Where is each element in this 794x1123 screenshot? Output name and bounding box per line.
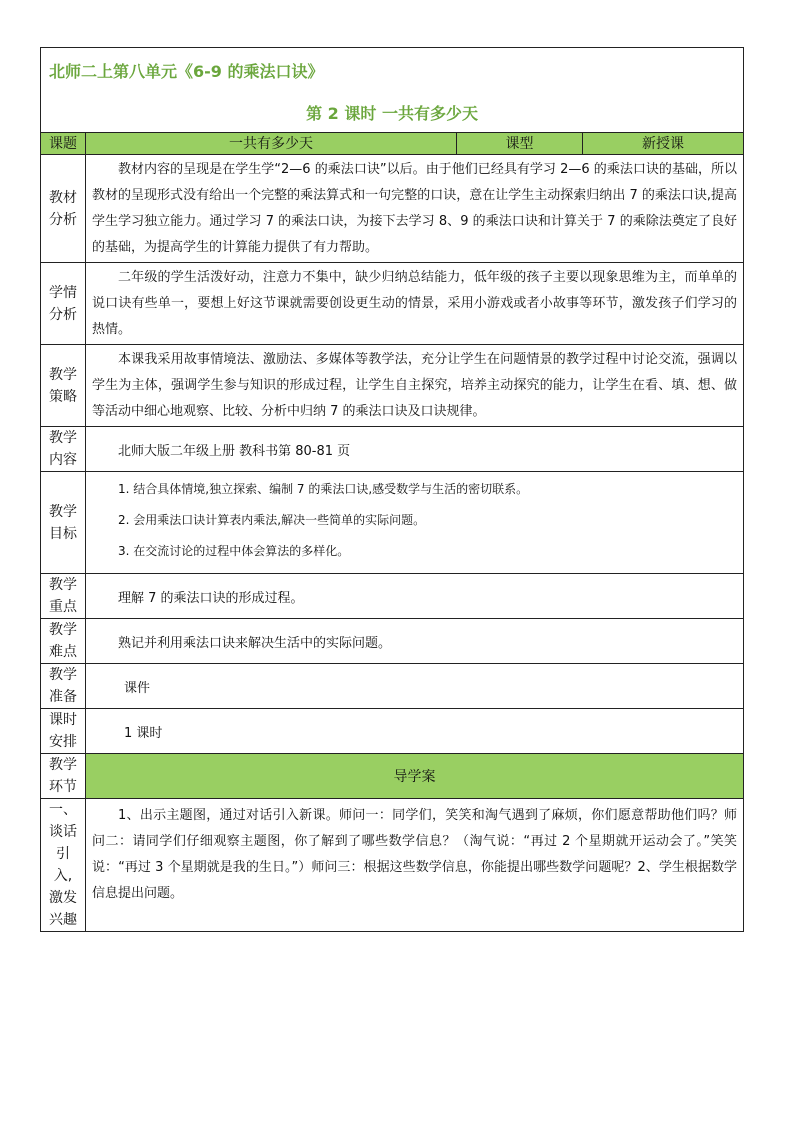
content-text: 北师大版二年级上册 教科书第 80-81 页: [86, 427, 744, 472]
strategy-text: 本课我采用故事情境法、激励法、多媒体等教学法，充分让学生在问题情景的教学过程中讨论交流，强调以学生为主体，强调学生参与知识的形成过程，让学生自主探究，培养主动探究的能力，让学生在看、填、想、做等活动中细心地观察、比较、分析中归纳 7 的乘法口诀及口诀规律。: [86, 345, 744, 427]
goal-item: 2. 会用乘法口诀计算表内乘法,解决一些简单的实际问题。: [118, 513, 426, 527]
preparation-label-text: 教学准备: [49, 667, 77, 705]
schedule-row: [41, 709, 744, 754]
material-label: [41, 155, 86, 263]
goal-item: 3. 在交流讨论的过程中体会算法的多样化。: [118, 544, 350, 558]
students-label: [41, 263, 86, 345]
students-label-text: 学情分析: [49, 284, 77, 323]
intro-row: [41, 799, 744, 932]
material-row: [41, 155, 744, 263]
lesson-title: 第 2 课时 一共有多少天: [306, 104, 478, 123]
content-label-text: 教学内容: [49, 430, 77, 468]
preparation-row: [41, 664, 744, 709]
lesson-plan-table: [40, 47, 744, 932]
goals-list: [86, 472, 744, 574]
unit-title: 北师二上第八单元《6-9 的乘法口诀》: [49, 62, 324, 81]
goal-item: 1. 结合具体情境,独立探索、编制 7 的乘法口诀,感受数学与生活的密切联系。: [118, 482, 529, 496]
strategy-row: [41, 345, 744, 427]
key-point-label: [41, 574, 86, 619]
title-cell: [41, 48, 744, 133]
lesson-plan-document: [40, 47, 743, 932]
strategy-label: [41, 345, 86, 427]
topic-header-row: [41, 133, 744, 155]
topic-label: 课题: [41, 133, 86, 155]
type-label: 课型: [457, 133, 583, 155]
topic-value: 一共有多少天: [86, 133, 457, 155]
schedule-label-text: 课时安排: [49, 712, 77, 750]
schedule-label: [41, 709, 86, 754]
title-row: [41, 48, 744, 133]
content-row: [41, 427, 744, 472]
key-point-text: 理解 7 的乘法口诀的形成过程。: [86, 574, 744, 619]
preparation-text: 课件: [86, 664, 744, 709]
difficulty-label: [41, 619, 86, 664]
intro-label: [41, 799, 86, 932]
content-label: [41, 427, 86, 472]
difficulty-label-text: 教学难点: [49, 622, 77, 660]
strategy-label-text: 教学策略: [49, 366, 77, 405]
goals-label: [41, 472, 86, 574]
goals-label-text: 教学目标: [49, 503, 77, 542]
difficulty-row: [41, 619, 744, 664]
guide-plan-header: 导学案: [86, 754, 744, 799]
difficulty-text: 熟记并利用乘法口诀来解决生活中的实际问题。: [86, 619, 744, 664]
key-point-row: [41, 574, 744, 619]
material-label-text: 教材分析: [49, 189, 77, 228]
preparation-label: [41, 664, 86, 709]
schedule-text: 1 课时: [86, 709, 744, 754]
goals-row: [41, 472, 744, 574]
intro-text: 1、出示主题图，通过对话引入新课。师问一：同学们，笑笑和淘气遇到了麻烦，你们愿意帮助他们吗？师问二：请同学们仔细观察主题图，你了解到了哪些数学信息？（淘气说：“再过 2 个星期就开运动会了。”笑笑说：“再过 3 个星期就是我的生日。”）师问三：根据这些数学信息，你能提出哪些数学问题呢？2、学生根据数学信息提出问题。: [86, 799, 744, 932]
steps-label-text: 教学环节: [49, 757, 77, 795]
steps-row: [41, 754, 744, 799]
type-value: 新授课: [583, 133, 744, 155]
steps-label: [41, 754, 86, 799]
key-point-label-text: 教学重点: [49, 577, 77, 615]
students-text: 二年级的学生活泼好动，注意力不集中，缺少归纳总结能力，低年级的孩子主要以现象思维为主，而单单的说口诀有些单一，要想上好这节课就需要创设更生动的情景，采用小游戏或者小故事等环节，激发孩子们学习的热情。: [86, 263, 744, 345]
students-row: [41, 263, 744, 345]
material-text: 教材内容的呈现是在学生学“2—6 的乘法口诀”以后。由于他们已经具有学习 2—6 的乘法口诀的基础，所以教材的呈现形式没有给出一个完整的乘法算式和一句完整的口诀，意在让学生主动探索归纳出 7 的乘法口诀,提高学生学习独立能力。通过学习 7 的乘法口诀，为接下去学习 8、9 的乘法口诀和计算关于 7 的乘除法奠定了良好的基础，为提高学生的计算能力提供了有力帮助。: [86, 155, 744, 263]
intro-label-text: 一、谈话引入,激发兴趣: [49, 802, 77, 928]
